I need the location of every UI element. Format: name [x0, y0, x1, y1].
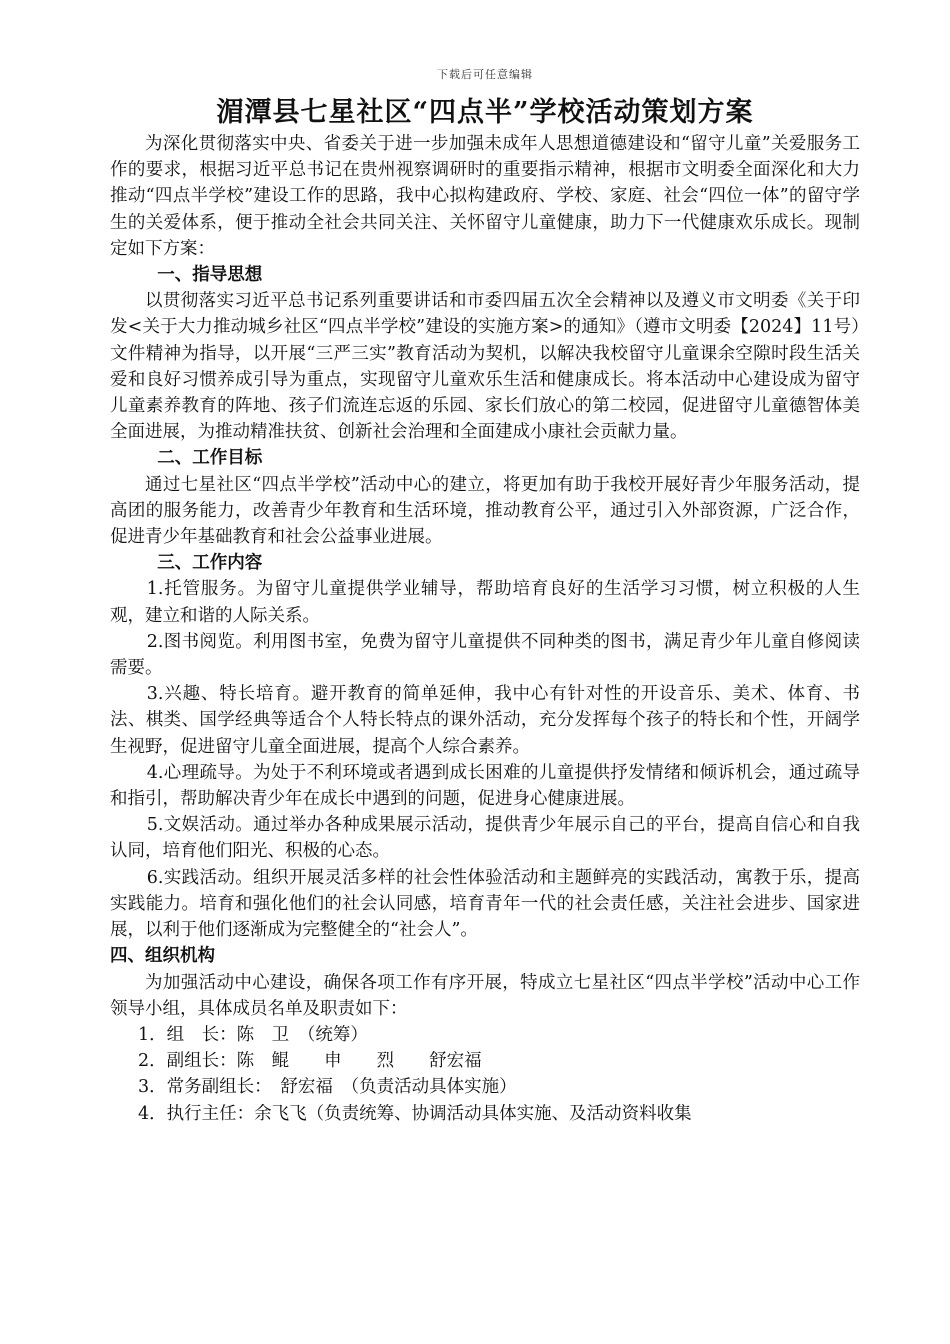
section-heading-work-content: 三、工作内容	[157, 553, 263, 574]
document-title: 湄潭县七星社区“四点半”学校活动策划方案	[216, 97, 754, 128]
section-heading-work-goals: 二、工作目标	[157, 448, 263, 469]
organization-paragraph: 为加强活动中心建设，确保各项工作有序开展，特成立七星社区“四点半学校”活动中心工作领导小组，具体成员名单及职责如下：	[110, 972, 860, 1019]
work-item: 6.实践活动。组织开展灵活多样的社会性体验活动和主题鲜亮的实践活动，寓教于乐，提高实践能力。培育和强化他们的社会认同感，培育青年一代的社会责任感，关注社会进步、国家进展，以利于他们逐渐成为完整健全的“社会人”。	[110, 867, 860, 941]
work-item: 3.兴趣、特长培育。避开教育的简单延伸，我中心有针对性的开设音乐、美术、体育、书法、棋类、国学经典等适合个人特长特点的课外活动，充分发挥每个孩子的特长和个性，开阔学生视野，促进留守儿童全面进展，提高个人综合素养。	[110, 684, 860, 757]
document-body	[110, 131, 860, 1127]
intro-paragraph: 为深化贯彻落实中央、省委关于进一步加强未成年人思想道德建设和“留守儿童”关爱服务工作的要求，根据习近平总书记在贵州视察调研时的重要指示精神，根据市文明委全面深化和大力推动“四点半学校”建设工作的思路，我中心拟构建政府、学校、家庭、社会“四位一体”的留守学生的关爱体系，便于推动全社会共同关注、关怀留守儿童健康，助力下一代健康欢乐成长。现制定如下方案：	[110, 134, 860, 259]
member-item: 2．副组长：陈 鲲 申 烈 舒宏福	[138, 1051, 482, 1072]
page-header: 下载后可任意编辑	[437, 68, 533, 81]
member-item: 3．常务副组长： 舒宏福 （负责活动具体实施）	[138, 1077, 517, 1098]
work-goals-paragraph: 通过七星社区“四点半学校”活动中心的建立，将更加有助于我校开展好青少年服务活动，提高团的服务能力，改善青少年教育和生活环境，推动教育公平，通过引入外部资源，广泛合作，促进青少年基础教育和社会公益事业进展。	[110, 474, 860, 548]
section-heading-organization: 四、组织机构	[110, 946, 215, 967]
work-item: 4.心理疏导。为处于不利环境或者遇到成长困难的儿童提供抒发情绪和倾诉机会，通过疏导和指引，帮助解决青少年在成长中遇到的问题，促进身心健康进展。	[110, 762, 860, 810]
work-item: 1.托管服务。为留守儿童提供学业辅导，帮助培育良好的生活学习习惯，树立积极的人生观，建立和谐的人际关系。	[110, 579, 860, 626]
guiding-ideology-paragraph: 以贯彻落实习近平总书记系列重要讲话和市委四届五次全会精神以及遵义市文明委《关于印发<关于大力推动城乡社区“四点半学校”建设的实施方案>的通知》（遵市文明委【2024】11号）文件精神为指导，以开展“三严三实”教育活动为契机，以解决我校留守儿童课余空隙时段生活关爱和良好习惯养成引导为重点，实现留守儿童欢乐生活和健康成长。将本活动中心建设成为留守儿童素养教育的阵地、孩子们流连忘返的乐园、家长们放心的第二校园，促进留守儿童德智体美全面进展，为推动精准扶贫、创新社会治理和全面建成小康社会贡献力量。	[110, 291, 860, 443]
work-item: 2.图书阅览。利用图书室，免费为留守儿童提供不同种类的图书，满足青少年儿童自修阅读需要。	[110, 631, 860, 679]
member-item: 1．组 长：陈 卫 （统筹）	[138, 1024, 368, 1045]
work-item: 5.文娱活动。通过举办各种成果展示活动，提供青少年展示自己的平台，提高自信心和自我认同，培育他们阳光、积极的心态。	[110, 815, 860, 862]
member-item: 4．执行主任：余飞飞（负责统筹、协调活动具体实施、及活动资料收集	[138, 1103, 692, 1124]
section-heading-guiding-ideology: 一、指导思想	[157, 265, 263, 286]
